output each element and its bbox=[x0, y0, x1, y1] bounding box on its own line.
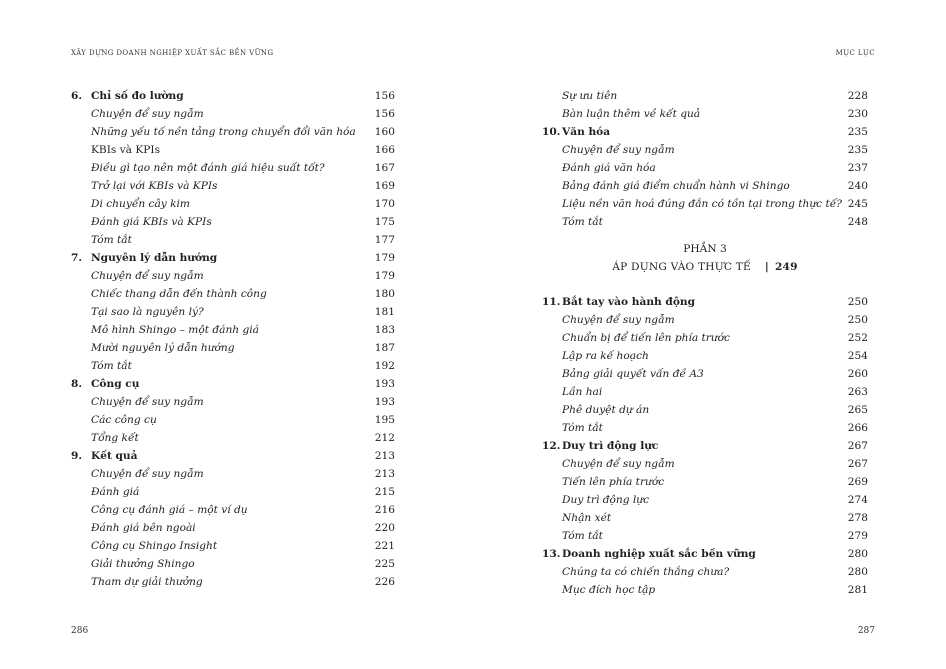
entry-page-number: 263 bbox=[847, 386, 868, 398]
part-separator: | bbox=[764, 261, 769, 273]
chapter-number: 9. bbox=[71, 450, 83, 462]
toc-section-entry[interactable] bbox=[542, 177, 868, 195]
toc-section-entry[interactable] bbox=[71, 177, 395, 195]
entry-title: Chuyện để suy ngẫm bbox=[562, 458, 675, 470]
entry-title: Văn hóa bbox=[562, 126, 611, 138]
entry-title: Tóm tắt bbox=[562, 422, 603, 434]
entry-title: Tại sao là nguyên lý? bbox=[91, 306, 204, 318]
entry-page-number: 195 bbox=[374, 414, 395, 426]
entry-title: Công cụ đánh giá – một ví dụ bbox=[91, 504, 248, 516]
entry-title: Duy trì động lực bbox=[562, 440, 659, 452]
entry-page-number: 235 bbox=[847, 144, 868, 156]
entry-page-number: 170 bbox=[374, 198, 395, 210]
chapter-number: 10. bbox=[542, 126, 561, 138]
entry-page-number: 169 bbox=[374, 180, 395, 192]
entry-title: Điều gì tạo nên một đánh giá hiệu suất tốt? bbox=[91, 162, 325, 174]
entry-page-number: 274 bbox=[847, 494, 868, 506]
entry-title: Tóm tắt bbox=[562, 216, 603, 228]
entry-title: Tóm tắt bbox=[91, 360, 132, 372]
entry-page-number: 156 bbox=[374, 108, 395, 120]
entry-page-number: 212 bbox=[374, 432, 395, 444]
running-head: XÂY DỰNG DOANH NGHIỆP XUẤT SẮC BỀN VỮNG bbox=[71, 49, 274, 57]
toc-chapter-entry[interactable] bbox=[542, 437, 868, 455]
toc-section-entry[interactable] bbox=[542, 491, 868, 509]
entry-page-number: 235 bbox=[847, 126, 868, 138]
entry-title: Liệu nền văn hoá đúng đắn có tồn tại trong thực tế? bbox=[562, 198, 842, 210]
entry-title: Chỉ số đo lường bbox=[91, 90, 184, 102]
toc-section-entry[interactable] bbox=[71, 429, 395, 447]
entry-title: KBIs và KPIs bbox=[91, 144, 161, 156]
entry-title: Giải thưởng Shingo bbox=[91, 558, 195, 570]
entry-title: Những yếu tố nền tảng trong chuyển đổi văn hóa bbox=[91, 126, 356, 138]
entry-title: Mười nguyên lý dẫn hướng bbox=[91, 342, 235, 354]
entry-title: Tổng kết bbox=[91, 432, 139, 444]
entry-title: Doanh nghiệp xuất sắc bền vững bbox=[562, 548, 756, 560]
entry-page-number: 156 bbox=[374, 90, 395, 102]
entry-title: Bảng đánh giá điểm chuẩn hành vi Shingo bbox=[562, 180, 790, 192]
toc-section-entry[interactable] bbox=[71, 483, 395, 501]
entry-page-number: 279 bbox=[847, 530, 868, 542]
entry-page-number: 267 bbox=[847, 440, 868, 452]
toc-section-entry[interactable] bbox=[71, 141, 395, 159]
entry-title: Phê duyệt dự án bbox=[562, 404, 650, 416]
toc-section-entry[interactable] bbox=[542, 419, 868, 437]
entry-page-number: 215 bbox=[374, 486, 395, 498]
entry-title: Tiến lên phía trước bbox=[562, 476, 665, 488]
entry-page-number: 267 bbox=[847, 458, 868, 470]
toc-section-entry[interactable] bbox=[542, 473, 868, 491]
entry-title: Lập ra kế hoạch bbox=[562, 350, 649, 362]
entry-title: Nhận xét bbox=[562, 512, 612, 524]
entry-page-number: 160 bbox=[374, 126, 395, 138]
entry-title: Di chuyển cây kim bbox=[91, 198, 190, 210]
entry-page-number: 183 bbox=[374, 324, 395, 336]
entry-title: Nguyên lý dẫn hướng bbox=[91, 252, 218, 264]
entry-page-number: 216 bbox=[374, 504, 395, 516]
entry-page-number: 252 bbox=[847, 332, 868, 344]
entry-page-number: 225 bbox=[374, 558, 395, 570]
toc-section-entry[interactable] bbox=[542, 347, 868, 365]
toc-list bbox=[71, 87, 395, 591]
toc-section-entry[interactable] bbox=[542, 401, 868, 419]
toc-section-entry[interactable] bbox=[542, 213, 868, 231]
entry-title: Mô hình Shingo – một đánh giá bbox=[91, 324, 259, 336]
entry-title: Công cụ Shingo Insight bbox=[91, 540, 218, 552]
entry-title: Đánh giá KBIs và KPIs bbox=[91, 216, 212, 228]
part-page-number: 249 bbox=[774, 261, 798, 273]
entry-title: Chuyện để suy ngẫm bbox=[91, 270, 204, 282]
toc-section-entry[interactable] bbox=[71, 303, 395, 321]
toc-section-entry[interactable] bbox=[71, 285, 395, 303]
page-number: 286 bbox=[71, 626, 89, 636]
toc-section-entry[interactable] bbox=[71, 321, 395, 339]
entry-page-number: 221 bbox=[374, 540, 395, 552]
entry-title: Lần hai bbox=[562, 386, 603, 398]
toc-section-entry[interactable] bbox=[71, 231, 395, 249]
entry-title: Chuyện để suy ngẫm bbox=[562, 314, 675, 326]
toc-section-entry[interactable] bbox=[71, 123, 395, 141]
toc-section-entry[interactable] bbox=[71, 519, 395, 537]
page-number: 287 bbox=[857, 626, 875, 636]
entry-page-number: 266 bbox=[847, 422, 868, 434]
chapter-number: 13. bbox=[542, 548, 561, 560]
toc-section-entry[interactable] bbox=[542, 311, 868, 329]
toc-section-entry[interactable] bbox=[71, 357, 395, 375]
entry-page-number: 278 bbox=[847, 512, 868, 524]
toc-section-entry[interactable] bbox=[71, 393, 395, 411]
toc-chapter-entry[interactable] bbox=[71, 249, 395, 267]
entry-page-number: 248 bbox=[847, 216, 868, 228]
entry-page-number: 280 bbox=[847, 566, 868, 578]
toc-chapter-entry[interactable] bbox=[542, 545, 868, 563]
toc-section-entry[interactable] bbox=[542, 329, 868, 347]
entry-title: Trở lại với KBIs và KPIs bbox=[91, 180, 218, 192]
toc-section-entry[interactable] bbox=[542, 365, 868, 383]
entry-title: Chuyện để suy ngẫm bbox=[91, 396, 204, 408]
entry-page-number: 192 bbox=[374, 360, 395, 372]
entry-title: Tham dự giải thưởng bbox=[91, 576, 203, 588]
entry-page-number: 175 bbox=[374, 216, 395, 228]
toc-section-entry[interactable] bbox=[542, 527, 868, 545]
entry-title: Tóm tắt bbox=[562, 530, 603, 542]
chapter-number: 11. bbox=[542, 296, 561, 308]
chapter-number: 6. bbox=[71, 90, 83, 102]
toc-section-entry[interactable] bbox=[542, 141, 868, 159]
entry-page-number: 193 bbox=[374, 378, 395, 390]
entry-page-number: 280 bbox=[847, 548, 868, 560]
entry-title: Đánh giá bbox=[91, 486, 140, 498]
entry-page-number: 228 bbox=[847, 90, 868, 102]
toc-section-entry[interactable] bbox=[542, 87, 868, 105]
toc-list bbox=[542, 293, 868, 599]
toc-chapter-entry[interactable] bbox=[71, 447, 395, 465]
entry-title: Tóm tắt bbox=[91, 234, 132, 246]
toc-section-entry[interactable] bbox=[71, 159, 395, 177]
toc-section-entry[interactable] bbox=[542, 195, 868, 213]
chapter-number: 12. bbox=[542, 440, 561, 452]
entry-title: Chuyện để suy ngẫm bbox=[562, 144, 675, 156]
entry-page-number: 180 bbox=[374, 288, 395, 300]
toc-section-entry[interactable] bbox=[71, 195, 395, 213]
part-title-line bbox=[542, 258, 868, 276]
entry-page-number: 193 bbox=[374, 396, 395, 408]
toc-chapter-entry[interactable] bbox=[542, 123, 868, 141]
entry-title: Đánh giá văn hóa bbox=[562, 162, 656, 174]
toc-section-entry[interactable] bbox=[71, 573, 395, 591]
part-heading bbox=[542, 231, 868, 285]
entry-title: Sự ưu tiên bbox=[562, 90, 618, 102]
toc-section-entry[interactable] bbox=[542, 383, 868, 401]
entry-title: Chuyện để suy ngẫm bbox=[91, 468, 204, 480]
entry-page-number: 254 bbox=[847, 350, 868, 362]
entry-page-number: 250 bbox=[847, 296, 868, 308]
entry-page-number: 213 bbox=[374, 468, 395, 480]
part-label: PHẦN 3 bbox=[683, 243, 727, 255]
toc-section-entry[interactable] bbox=[542, 455, 868, 473]
toc-section-entry[interactable] bbox=[71, 465, 395, 483]
toc-chapter-entry[interactable] bbox=[71, 375, 395, 393]
entry-title: Chúng ta có chiến thắng chưa? bbox=[562, 566, 730, 578]
toc-section-entry[interactable] bbox=[71, 267, 395, 285]
entry-page-number: 181 bbox=[374, 306, 395, 318]
toc-section-entry[interactable] bbox=[71, 105, 395, 123]
entry-title: Duy trì động lực bbox=[562, 494, 650, 506]
entry-page-number: 245 bbox=[847, 198, 868, 210]
entry-page-number: 166 bbox=[374, 144, 395, 156]
toc-section-entry[interactable] bbox=[71, 555, 395, 573]
chapter-number: 8. bbox=[71, 378, 83, 390]
toc-section-entry[interactable] bbox=[542, 159, 868, 177]
entry-page-number: 269 bbox=[847, 476, 868, 488]
entry-title: Công cụ bbox=[91, 378, 140, 390]
toc-section-entry[interactable] bbox=[71, 537, 395, 555]
entry-title: Kết quả bbox=[91, 450, 138, 462]
entry-page-number: 167 bbox=[374, 162, 395, 174]
entry-page-number: 281 bbox=[847, 584, 868, 596]
entry-page-number: 177 bbox=[374, 234, 395, 246]
entry-page-number: 226 bbox=[374, 576, 395, 588]
entry-page-number: 240 bbox=[847, 180, 868, 192]
entry-title: Chuyện để suy ngẫm bbox=[91, 108, 204, 120]
entry-title: Mục đích học tập bbox=[562, 584, 656, 596]
entry-page-number: 265 bbox=[847, 404, 868, 416]
entry-page-number: 260 bbox=[847, 368, 868, 380]
entry-page-number: 237 bbox=[847, 162, 868, 174]
entry-page-number: 230 bbox=[847, 108, 868, 120]
toc-list bbox=[542, 87, 868, 231]
toc-section-entry[interactable] bbox=[71, 411, 395, 429]
entry-page-number: 213 bbox=[374, 450, 395, 462]
entry-page-number: 250 bbox=[847, 314, 868, 326]
entry-title: Bàn luận thêm về kết quả bbox=[562, 108, 701, 120]
toc-section-entry[interactable] bbox=[542, 563, 868, 581]
entry-page-number: 220 bbox=[374, 522, 395, 534]
toc-chapter-entry[interactable] bbox=[542, 293, 868, 311]
entry-page-number: 179 bbox=[374, 252, 395, 264]
toc-section-entry[interactable] bbox=[542, 105, 868, 123]
running-head: MỤC LỤC bbox=[835, 49, 875, 57]
entry-title: Chuẩn bị để tiến lên phía trước bbox=[562, 332, 730, 344]
entry-title: Các công cụ bbox=[91, 414, 157, 426]
entry-title: Chiếc thang dẫn đến thành công bbox=[91, 288, 267, 300]
entry-page-number: 179 bbox=[374, 270, 395, 282]
entry-title: Bắt tay vào hành động bbox=[562, 296, 696, 308]
toc-section-entry[interactable] bbox=[71, 213, 395, 231]
toc-section-entry[interactable] bbox=[542, 509, 868, 527]
toc-section-entry[interactable] bbox=[542, 581, 868, 599]
entry-title: Đánh giá bên ngoài bbox=[91, 522, 196, 534]
chapter-number: 7. bbox=[71, 252, 83, 264]
entry-page-number: 187 bbox=[374, 342, 395, 354]
toc-section-entry[interactable] bbox=[71, 501, 395, 519]
toc-section-entry[interactable] bbox=[71, 339, 395, 357]
toc-chapter-entry[interactable] bbox=[71, 87, 395, 105]
entry-title: Bảng giải quyết vấn đề A3 bbox=[562, 368, 704, 380]
part-title: ÁP DỤNG VÀO THỰC TẾ bbox=[612, 261, 751, 273]
